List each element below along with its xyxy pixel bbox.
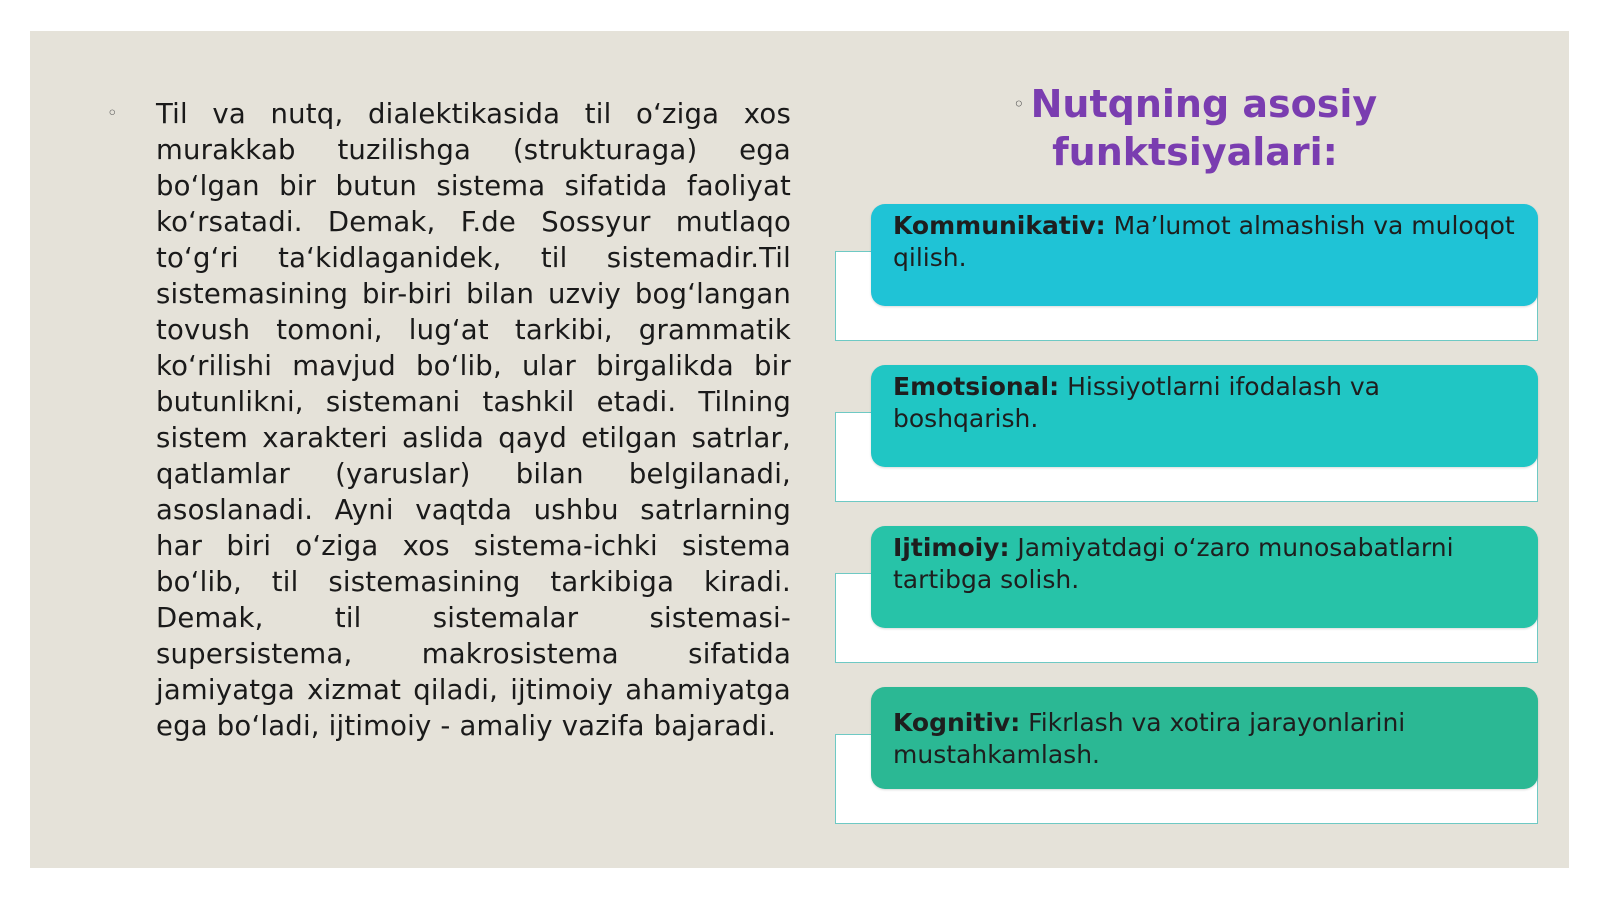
bullet-icon: ◦ — [1012, 92, 1025, 116]
function-description: Jamiyatdagi o‘zaro munosabatlarni tartibga solish. — [893, 533, 1454, 594]
bullet-icon: ◦ — [107, 103, 118, 124]
function-description: Ma’lumot almashish va muloqot qilish. — [893, 211, 1515, 272]
body-paragraph: Til va nutq, dialektikasida til o‘ziga xos murakkab tuzilishga (strukturaga) ega bo‘lgan bir butun sistema sifatida faoliyat ko‘rsatadi. Demak, F.de Sossyur mutlaqo to‘g‘ri ta‘kidlaganidek, til sistemadir.Til sistemasining bir-biri bilan uzviy bog‘langan tovush tomoni, lug‘at tarkibi, grammatik ko‘rilishi mavjud bo‘lib, ular birgalikda bir butunlikni, sistemani tashkil etadi. Tilning sistem xarakteri aslida qayd etilgan satrlar, qatlamlar (yaruslar) bilan belgilanadi, asoslanadi. Ayni vaqtda ushbu satrlarning har biri o‘ziga xos sistema-ichki sistema bo‘lib, til sistemasining tarkibiga kiradi. Demak, til sistemalar sistemasi-supersistema, makrosistema sifatida jamiyatga xizmat qiladi, ijtimoiy ahamiyatga ega bo‘ladi, ijtimoiy - amaliy vazifa bajaradi. — [156, 98, 791, 742]
section-heading — [985, 80, 1405, 176]
function-term: Kommunikativ: — [893, 211, 1106, 240]
function-description: Hissiyotlarni ifodalash va boshqarish. — [893, 372, 1380, 433]
function-term: Emotsional: — [893, 372, 1060, 401]
function-term: Ijtimoiy: — [893, 533, 1010, 562]
function-item-ijtimoiy — [0, 526, 1600, 668]
function-item-kommunikativ — [0, 204, 1600, 346]
function-item-kognitiv — [0, 687, 1600, 829]
function-card — [871, 687, 1538, 789]
function-item-emotsional — [0, 365, 1600, 507]
function-description: Fikrlash va xotira jarayonlarini mustahkamlash. — [893, 708, 1406, 769]
function-term: Kognitiv: — [893, 708, 1021, 737]
heading-line-2: funktsiyalari: — [1052, 130, 1338, 174]
heading-line-1: Nutqning asosiy — [1030, 82, 1378, 126]
function-card — [871, 204, 1538, 306]
function-card — [871, 365, 1538, 467]
function-card — [871, 526, 1538, 628]
